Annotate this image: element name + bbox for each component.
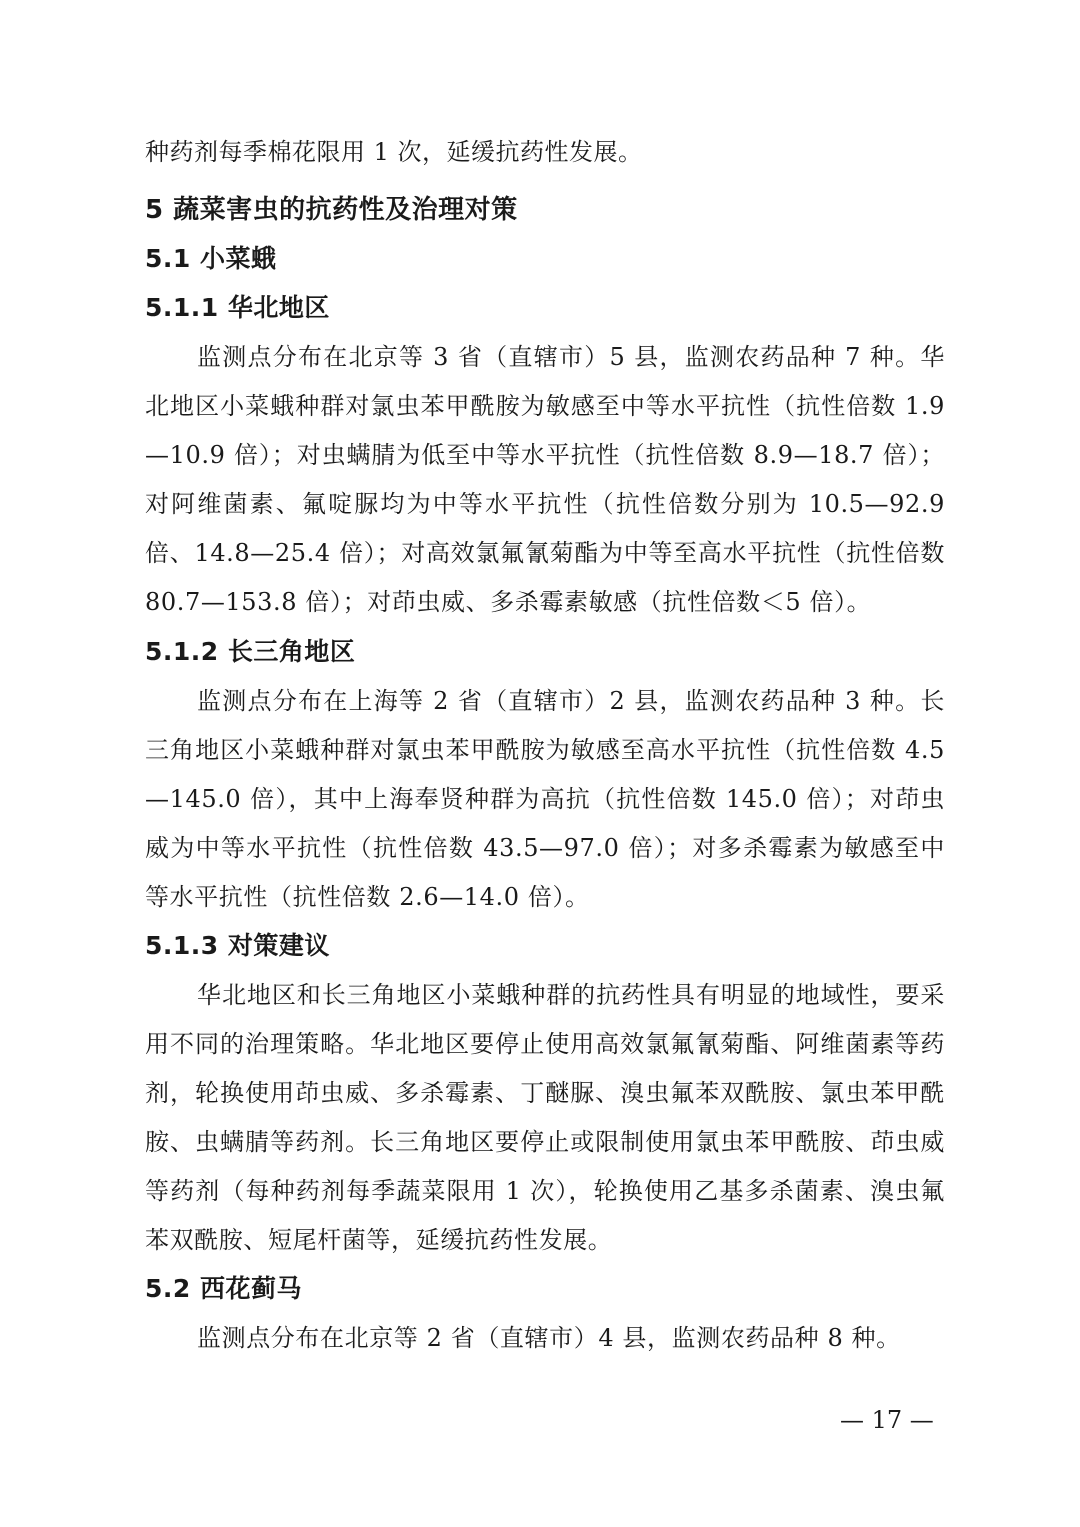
section-5-1-3-paragraph: 华北地区和长三角地区小菜蛾种群的抗药性具有明显的地域性，要采用不同的治理策略。华北地区要停止使用高效氯氟氰菊酯、阿维菌素等药剂，轮换使用茚虫威、多杀霉素、丁醚脲、溴虫氟苯双酰胺、氯虫苯甲酰胺、虫螨腈等药剂。长三角地区要停止或限制使用氯虫苯甲酰胺、茚虫威等药剂（每种药剂每季蔬菜限用 1 次），轮换使用乙基多杀菌素、溴虫氟苯双酰胺、短尾杆菌等，延缓抗药性发展。: [145, 981, 945, 1254]
section-5-2-heading: 5.2 西花蓟马: [145, 1274, 302, 1303]
section-5-2-paragraph: 监测点分布在北京等 2 省（直辖市）4 县，监测农药品种 8 种。: [197, 1324, 901, 1352]
section-5-1-2-heading: 5.1.2 长三角地区: [145, 637, 356, 666]
section-5-1-2-paragraph: 监测点分布在上海等 2 省（直辖市）2 县，监测农药品种 3 种。长三角地区小菜蛾种群对氯虫苯甲酰胺为敏感至高水平抗性（抗性倍数 4.5—145.0 倍），其中上海奉贤种群为高抗（抗性倍数 145.0 倍）；对茚虫威为中等水平抗性（抗性倍数 43.5—97.0 倍）；对多杀霉素为敏感至中等水平抗性（抗性倍数 2.6—14.0 倍）。: [145, 687, 945, 911]
page-number: — 17 —: [840, 1406, 934, 1434]
continuation-text: 种药剂每季棉花限用 1 次，延缓抗药性发展。: [145, 138, 643, 166]
section-5-1-1-paragraph: 监测点分布在北京等 3 省（直辖市）5 县，监测农药品种 7 种。华北地区小菜蛾种群对氯虫苯甲酰胺为敏感至中等水平抗性（抗性倍数 1.9—10.9 倍）；对虫螨腈为低至中等水平抗性（抗性倍数 8.9—18.7 倍）；对阿维菌素、氟啶脲均为中等水平抗性（抗性倍数分别为 10.5—92.9 倍、14.8—25.4 倍）；对高效氯氟氰菊酯为中等至高水平抗性（抗性倍数 80.7—153.8 倍）；对茚虫威、多杀霉素敏感（抗性倍数＜5 倍）。: [145, 343, 945, 616]
section-5-1-1-heading: 5.1.1 华北地区: [145, 293, 330, 322]
section-5-1-heading: 5.1 小菜蛾: [145, 244, 277, 273]
section-5-heading: 5 蔬菜害虫的抗药性及治理对策: [145, 195, 518, 225]
section-5-1-3-heading: 5.1.3 对策建议: [145, 931, 330, 960]
